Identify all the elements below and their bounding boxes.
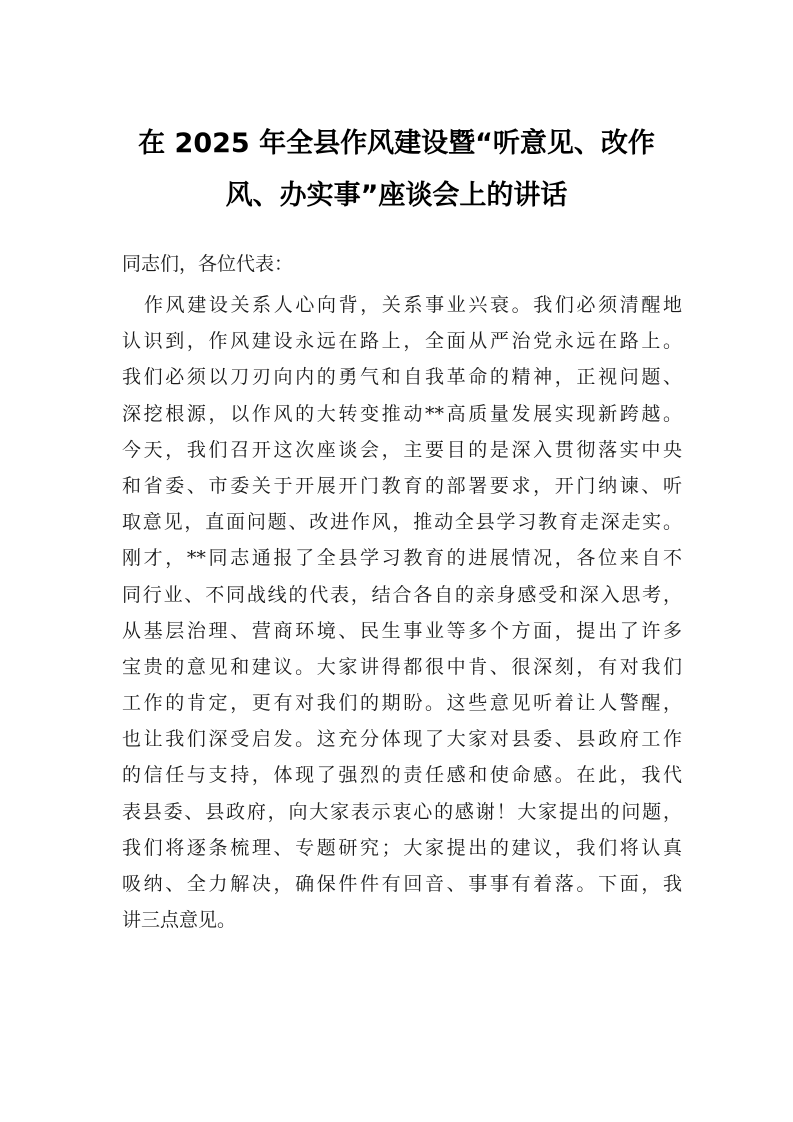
paragraph-line: 作风建设关系人心向背，关系事业兴衰。我们必须清醒地 bbox=[144, 294, 682, 316]
paragraph-line: 深挖根源，以作风的大转变推动**高质量发展实现新跨越。 bbox=[122, 402, 682, 425]
paragraph-line: 宝贵的意见和建议。大家讲得都很中肯、很深刻，有对我们 bbox=[122, 655, 682, 678]
paragraph-line: 讲三点意见。 bbox=[122, 909, 237, 932]
paragraph-line: 的信任与支持，体现了强烈的责任感和使命感。在此，我代 bbox=[122, 764, 682, 787]
paragraph-line: 我们必须以刀刃向内的勇气和自我革命的精神，正视问题、 bbox=[122, 366, 682, 389]
paragraph-line: 工作的肯定，更有对我们的期盼。这些意见听着让人警醒， bbox=[122, 692, 682, 715]
salutation: 同志们，各位代表： bbox=[122, 253, 294, 275]
paragraph-line: 从基层治理、营商环境、民生事业等多个方面，提出了许多 bbox=[122, 619, 682, 642]
title-line-1: 在 2025 年全县作风建设暨“听意见、改作 bbox=[138, 128, 655, 159]
body-paragraph bbox=[122, 287, 682, 938]
paragraph-line: 认识到，作风建设永远在路上，全面从严治党永远在路上。 bbox=[122, 330, 682, 353]
paragraph-line: 我们将逐条梳理、专题研究；大家提出的建议，我们将认真 bbox=[122, 836, 682, 859]
paragraph-line: 表县委、县政府，向大家表示衷心的感谢！大家提出的问题， bbox=[122, 800, 682, 823]
paragraph-line: 取意见，直面问题、改进作风，推动全县学习教育走深走实。 bbox=[122, 511, 682, 534]
title-line-2: 风、办实事”座谈会上的讲话 bbox=[225, 180, 568, 211]
paragraph-line: 吸纳、全力解决，确保件件有回音、事事有着落。下面，我 bbox=[122, 873, 682, 895]
paragraph-line: 刚才，**同志通报了全县学习教育的进展情况，各位来自不 bbox=[122, 547, 682, 570]
paragraph-line: 和省委、市委关于开展开门教育的部署要求，开门纳谏、听 bbox=[122, 474, 682, 497]
paragraph-line: 今天，我们召开这次座谈会，主要目的是深入贯彻落实中央 bbox=[122, 438, 682, 461]
paragraph-line: 也让我们深受启发。这充分体现了大家对县委、县政府工作 bbox=[122, 728, 682, 751]
paragraph-line: 同行业、不同战线的代表，结合各自的亲身感受和深入思考， bbox=[122, 583, 682, 606]
